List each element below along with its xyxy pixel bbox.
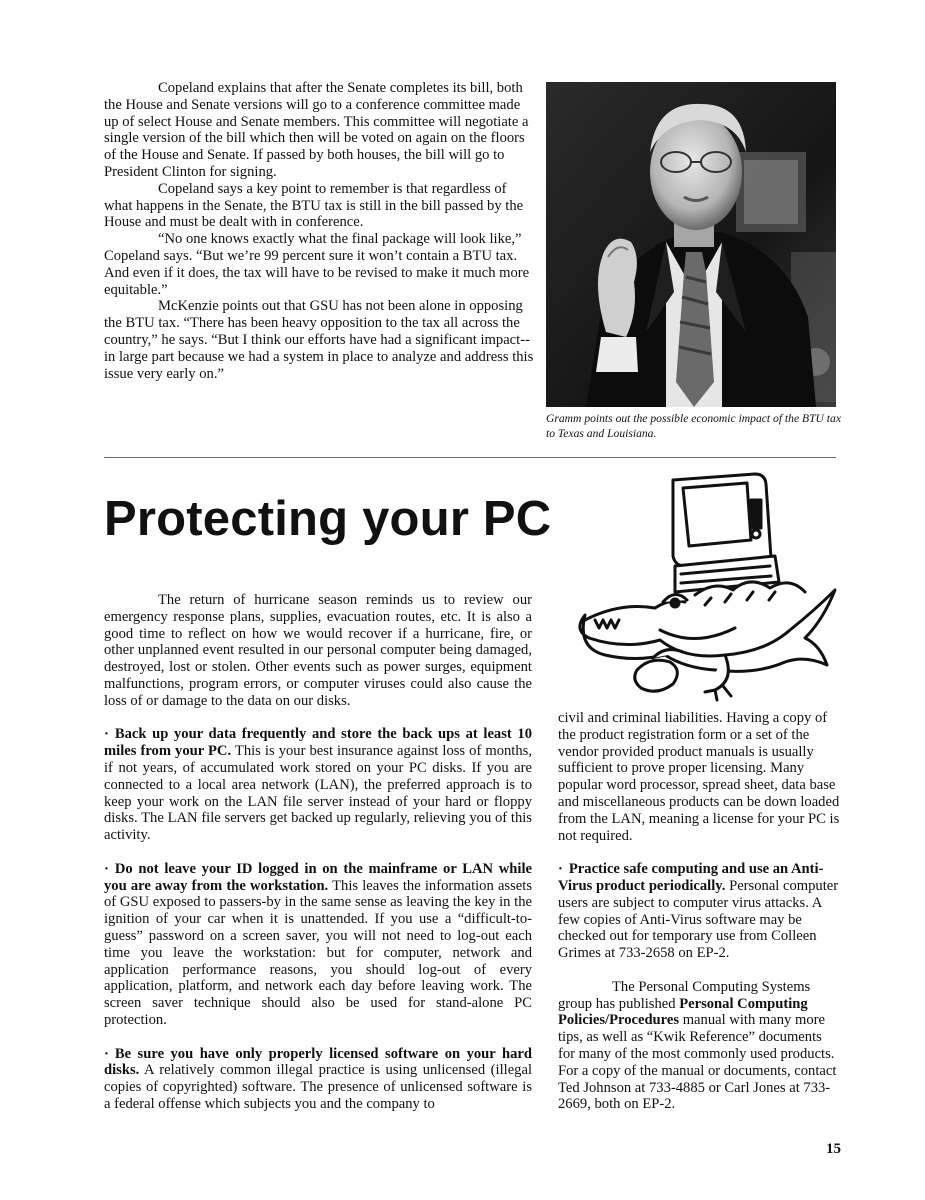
tip-heading: Practice safe computing and use an Anti-Virus product periodically. <box>558 861 824 894</box>
tip-heading: Back up your data frequently and store the back ups at least 10 miles from your PC. <box>104 726 532 760</box>
photo-caption: Gramm points out the possible economic impact of the BTU tax to Texas and Louisiana. <box>546 412 841 440</box>
tip-heading: Be sure you have only properly licensed software on your hard disks. <box>104 1045 532 1079</box>
tip-antivirus <box>558 861 840 962</box>
article-headline: Protecting your PC <box>104 492 552 546</box>
article-right-column <box>558 710 840 1113</box>
top-paragraph: Copeland explains that after the Senate completes its bill, both the House and Senate versions will go to a conference committee made up of select House and Senate members. This committee will negotiate a single version of the bill which then will be voted on again on the floors of the House and Senate. If passed by both houses, the bill will go to President Clinton for signing. <box>104 80 529 180</box>
intro-paragraph: The return of hurricane season reminds us to review our emergency response plans, supplies, evacuation routes, etc. It is also a good time to reflect on how we would recover if a hurricane, fire, or other unplanned event resulted in our personal computer being damaged, destroyed, lost or stolen. Other events such as power surges, equipment malfunctions, program errors, or computer viruses could also cause the loss of or damage to the data on our disks. <box>104 592 532 709</box>
tip-licensing <box>104 1046 532 1113</box>
alligator-icon <box>565 470 845 705</box>
section-divider <box>104 457 836 458</box>
tip-heading: Do not leave your ID logged in on the mainframe or LAN while you are away from the workstation. <box>104 860 532 894</box>
article-left-column <box>104 592 532 1113</box>
closing-text: The Personal Computing Systems group has published <box>558 978 811 1012</box>
tip-body: This is your best insurance against loss of months, if not years, of accumulated work stored on your PC disks. If you are connected to a local area network (LAN), the preferred approach is to keep your work on the LAN file server instead of your hard or floppy disks. The LAN file servers get backed up regularly, relieving you of this activity. <box>104 743 532 844</box>
manual-title: Personal Computing Policies/Procedures <box>558 995 808 1029</box>
closing-text: manual with many more tips, as well as “Kwik Reference” documents for many of the most commonly used products. For a copy of the manual or documents, contact Ted Johnson at 733-4885 or Carl Jones at 733-2669, both on EP-2. <box>558 1012 837 1113</box>
tip-logout <box>104 861 532 1029</box>
top-paragraph: Copeland says a key point to remember is that regardless of what happens in the Senate, the BTU tax is still in the bill passed by the House and must be dealt with in conference. <box>104 180 524 231</box>
speaker-portrait-illustration <box>546 82 836 407</box>
page-number: 15 <box>826 1141 841 1157</box>
bullet-icon: · <box>104 860 109 877</box>
tip-body: A relatively common illegal practice is using unlicensed (illegal copies of copyrighted) software. The presence of unlicensed software is a federal offense which subjects you and the company to <box>104 1062 532 1112</box>
top-paragraph: “No one knows exactly what the final package will look like,” Copeland says. “But we’re 99 percent sure it won’t contain a BTU tax. And even if it does, the tax will have to be revised to make it much more equitable.” <box>104 231 530 298</box>
bullet-icon: · <box>104 726 109 743</box>
bullet-icon: · <box>558 861 563 878</box>
closing-paragraph <box>558 979 840 1113</box>
top-paragraph: McKenzie points out that GSU has not been alone in opposing the BTU tax. “There has been heavy opposition to the tax all across the country,” he says. “But I think our efforts have had a significant impact--in large part because we had a system in place to analyze and address this issue very early on.” <box>104 298 534 382</box>
gramm-photo <box>546 82 836 407</box>
bullet-icon: · <box>104 1045 109 1062</box>
alligator-computer-illustration <box>565 470 845 705</box>
top-article-column <box>104 80 534 382</box>
tip-body: Personal computer users are subject to computer virus attacks. A few copies of Anti-Virus software may be checked out for temporary use from Colleen Grimes at 733-2658 on EP-2. <box>558 877 839 962</box>
licensing-continuation: civil and criminal liabilities. Having a copy of the product registration form or a set of the vendor provided product manuals is usually sufficient to prove proper licensing. Many popular word processor, spread sheet, data base and miscellaneous products can be down loaded from the LAN, meaning a license for your PC is not required. <box>558 710 840 844</box>
tip-backup <box>104 726 532 844</box>
tip-body: This leaves the information assets of GSU exposed to passers-by in the same sense as leaving the key in the ignition of your car when it is unattended. If you use a “difficult-to-guess” password on a screen saver, you will not need to log-out each time you leave the workstation: but for computer, network and application performance reasons, you should log-out of every application, platform, and network each day before leaving work. The screen saver technique should also be used for stand-alone PC protection. <box>104 877 532 1028</box>
